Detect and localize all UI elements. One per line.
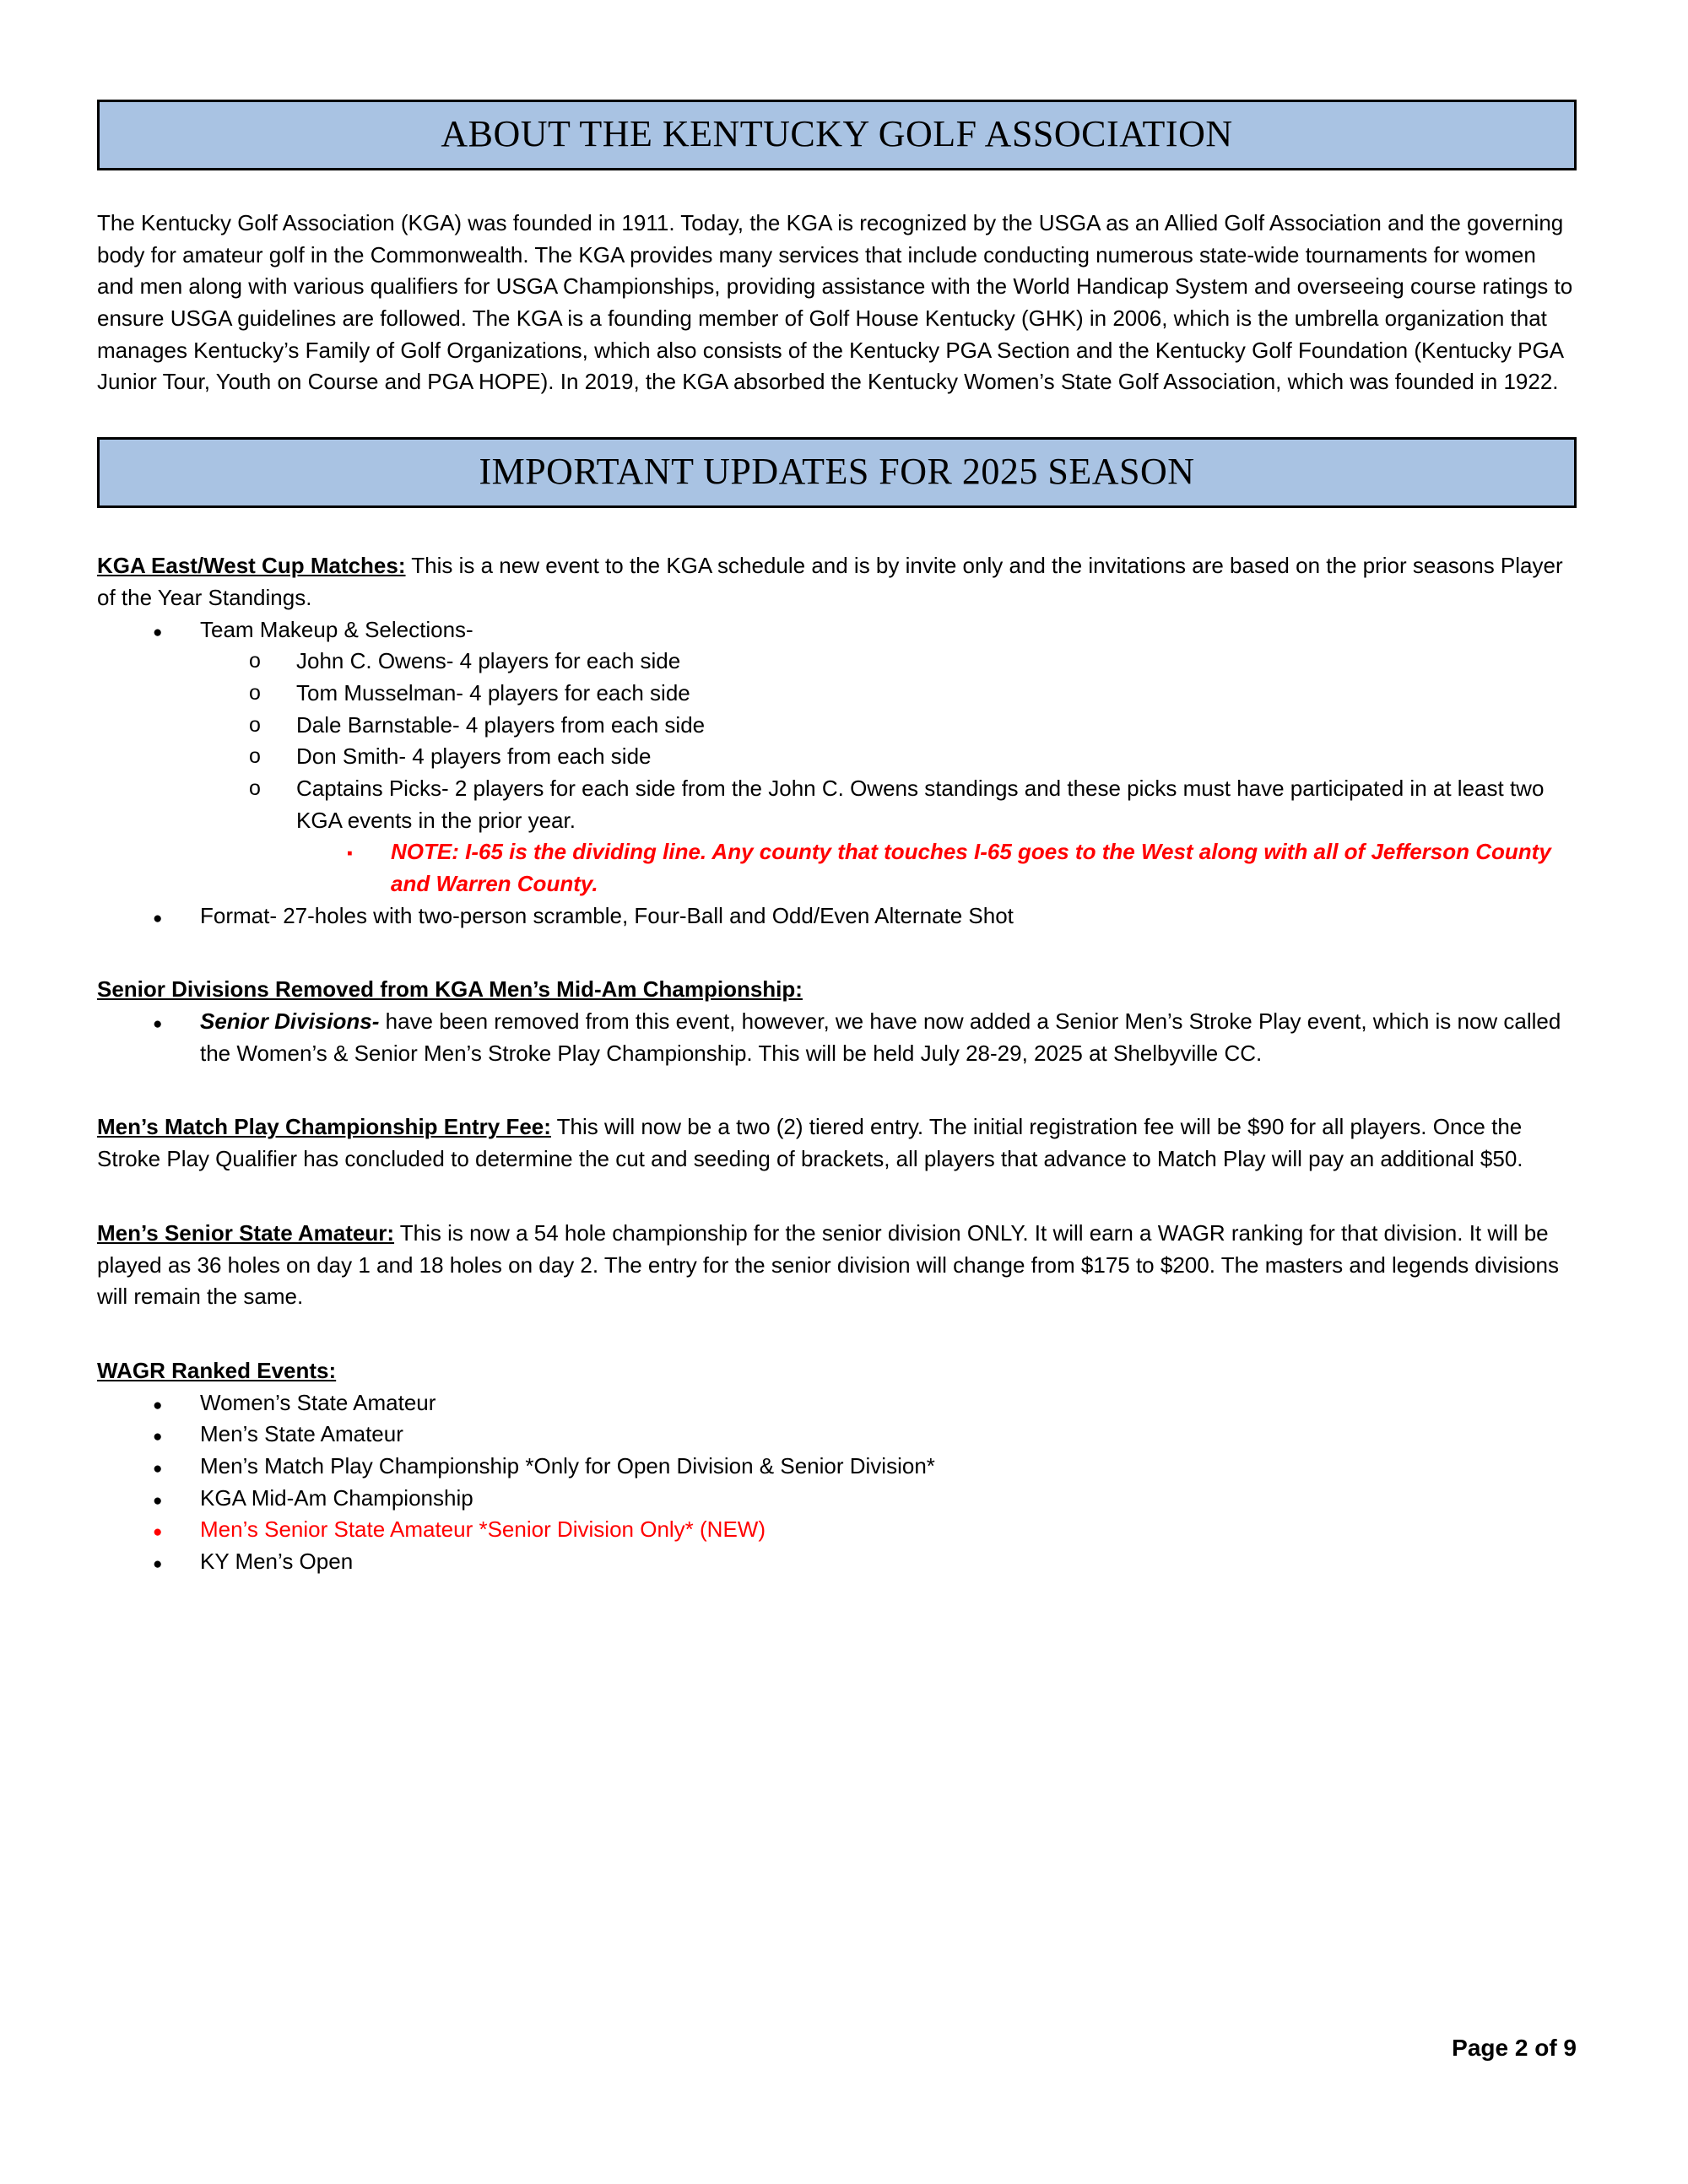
note-text: NOTE: I-65 is the dividing line. Any county that touches I-65 goes to the West along with all of Jefferson County and Warren County. xyxy=(391,839,1551,896)
bullet-circle-marker: o xyxy=(249,712,261,737)
list-item-text xyxy=(200,1006,1577,1069)
bullet-disc-marker: ● xyxy=(153,1396,163,1414)
list-item xyxy=(97,900,1577,933)
section-east-west-intro xyxy=(97,550,1577,614)
list-item-text: Don Smith- 4 players from each side xyxy=(296,743,652,770)
bullet-disc-marker: ● xyxy=(153,1555,163,1573)
list-item-text: Captains Picks- 2 players for each side from the John C. Owens standings and these picks must have participated in at least two KGA events in the prior year. xyxy=(296,775,1545,833)
section-senior-amateur-heading: Men’s Senior State Amateur: xyxy=(97,1219,395,1246)
section-wagr-heading xyxy=(97,1355,1577,1387)
banner-about-title: ABOUT THE KENTUCKY GOLF ASSOCIATION xyxy=(441,113,1233,154)
section-senior-divisions-heading xyxy=(97,974,1577,1006)
bullet-disc-marker: ● xyxy=(153,1523,163,1542)
list-item xyxy=(97,614,1577,646)
section-heading-text: WAGR Ranked Events: xyxy=(97,1357,337,1383)
bullet-circle-marker: o xyxy=(249,649,261,673)
section-east-west-text: This is a new event to the KGA schedule and is by invite only and the invitations are based on the prior seasons Player of the Year Standings. xyxy=(97,553,1563,610)
about-paragraph: The Kentucky Golf Association (KGA) was founded in 1911. Today, the KGA is recognized by the USGA as an Allied Golf Association and the governing body for amateur golf in the Commonwealth. The KGA provides many services that include conducting numerous state-wide tournaments for women and men along with various qualifiers for USGA Championships, providing assistance with the World Handicap System and overseeing course ratings to ensure USGA guidelines are followed. The KGA is a founding member of Golf House Kentucky (GHK) in 2006, which is the umbrella organization that manages Kentucky’s Family of Golf Organizations, which also consists of the Kentucky PGA Section and the Kentucky Golf Foundation (Kentucky PGA Junior Tour, Youth on Course and PGA HOPE). In 2019, the KGA absorbed the Kentucky Women’s State Golf Association, which was founded in 1922. xyxy=(97,210,1573,395)
list-item-highlighted xyxy=(97,1514,1577,1546)
list-item-text: John C. Owens- 4 players for each side xyxy=(296,648,681,674)
list-item xyxy=(97,710,1577,742)
list-item-text: KGA Mid-Am Championship xyxy=(200,1484,473,1511)
list-item-text: KY Men’s Open xyxy=(200,1549,354,1574)
section-match-play-text: This will now be a two (2) tiered entry. The initial registration fee will be $90 for all players. Once the Stroke Play Qualifier has concluded to determine the cut and seeding of brackets, all players that advance to Match Play will pay an additional $50. xyxy=(97,1114,1523,1172)
bullet-disc-marker: ● xyxy=(153,1491,163,1510)
senior-divisions-body: have been removed from this event, however, we have now added a Senior Men’s Stroke Play event, which is now called the Women’s & Senior Men’s Stroke Play Championship. This will be held July 28-29, 2025 at Shelbyville CC. xyxy=(200,1008,1561,1066)
bullet-circle-marker: o xyxy=(249,776,261,800)
list-item xyxy=(97,1483,1577,1515)
list-item xyxy=(97,678,1577,710)
list-item xyxy=(97,1387,1577,1419)
bullet-disc-marker: ● xyxy=(153,1428,163,1446)
list-item xyxy=(97,1419,1577,1451)
list-item xyxy=(97,1546,1577,1578)
bullet-disc-marker: ● xyxy=(153,623,163,641)
section-senior-state-amateur xyxy=(97,1218,1577,1313)
list-item-text: Format- 27-holes with two-person scramble, Four-Ball and Odd/Even Alternate Shot xyxy=(200,902,1014,928)
bullet-disc-marker: ● xyxy=(153,909,163,927)
list-item xyxy=(97,646,1577,678)
bullet-square-marker: ▪ xyxy=(347,845,353,863)
page-number: Page 2 of 9 xyxy=(1452,2035,1577,2062)
list-item-text: Team Makeup & Selections- xyxy=(200,616,473,642)
list-item xyxy=(97,1451,1577,1483)
list-item-text: Dale Barnstable- 4 players from each side xyxy=(296,711,706,738)
list-item xyxy=(97,741,1577,773)
senior-divisions-lead: Senior Divisions- xyxy=(200,1008,380,1035)
bullet-disc-marker: ● xyxy=(153,1459,163,1478)
list-item-text: Men’s State Amateur xyxy=(200,1421,403,1447)
section-match-play-heading: Men’s Match Play Championship Entry Fee: xyxy=(97,1114,551,1140)
list-item-text: Tom Musselman- 4 players for each side xyxy=(296,679,690,705)
list-item xyxy=(97,773,1577,836)
list-item-text: Men’s Match Play Championship *Only for Open Division & Senior Division* xyxy=(200,1452,935,1479)
list-item xyxy=(97,1006,1577,1069)
section-senior-amateur-text: This is now a 54 hole championship for the senior division ONLY. It will earn a WAGR ranking for that division. It will be played as 36 holes on day 1 and 18 holes on day 2. The entry for the senior division will change from $175 to $200. The masters and legends divisions will remain the same. xyxy=(97,1219,1560,1310)
banner-about xyxy=(97,100,1577,170)
section-heading-text: Senior Divisions Removed from KGA Men’s Mid-Am Championship: xyxy=(97,976,803,1003)
list-item-text: Men’s Senior State Amateur *Senior Division Only* (NEW) xyxy=(200,1516,766,1543)
section-east-west-heading: KGA East/West Cup Matches: xyxy=(97,553,406,579)
bullet-disc-marker: ● xyxy=(153,1015,163,1034)
list-item-text: Women’s State Amateur xyxy=(200,1389,436,1415)
banner-updates xyxy=(97,437,1577,508)
bullet-circle-marker: o xyxy=(249,744,261,769)
banner-updates-title: IMPORTANT UPDATES FOR 2025 SEASON xyxy=(479,451,1195,493)
section-match-play-fee xyxy=(97,1111,1577,1175)
bullet-circle-marker: o xyxy=(249,680,261,705)
list-item-note xyxy=(97,836,1577,900)
